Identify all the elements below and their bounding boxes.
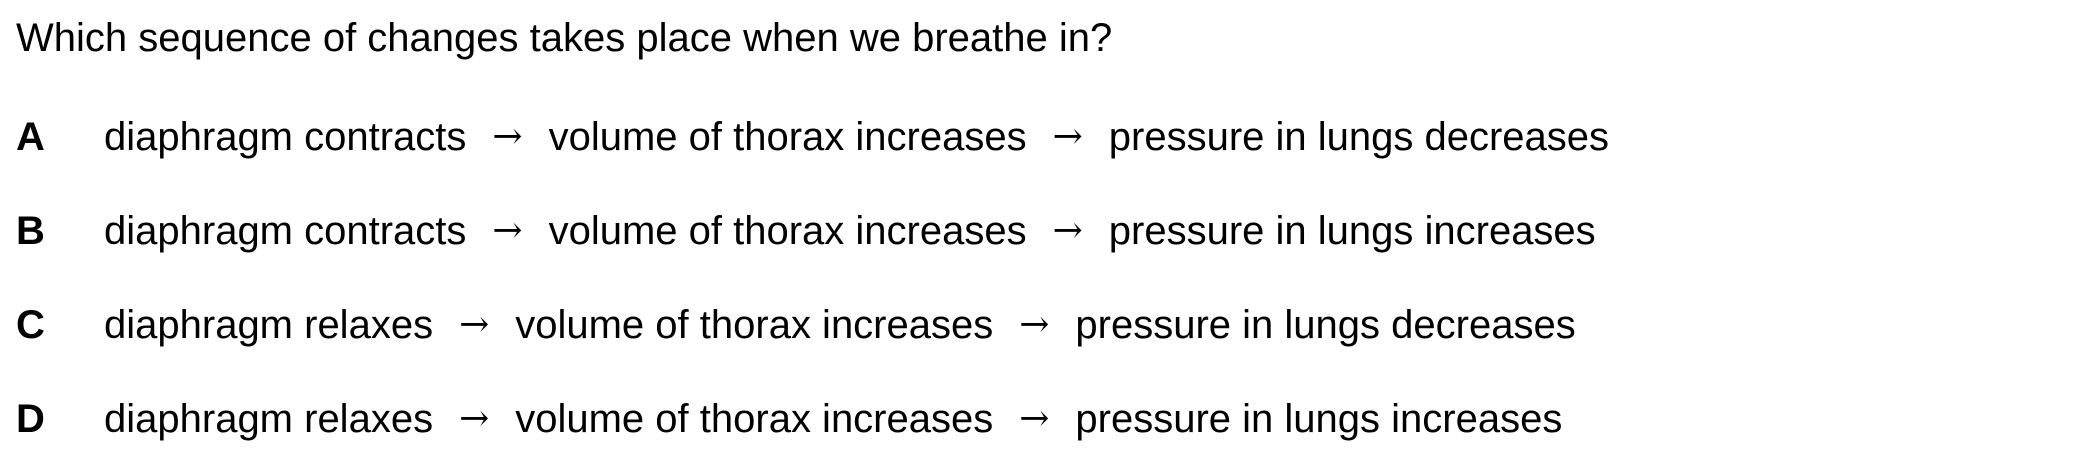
option-step-1: diaphragm contracts: [104, 209, 467, 253]
answer-options: [16, 113, 1609, 443]
right-arrow-icon: →: [1019, 398, 1050, 439]
option-step-3: pressure in lungs decreases: [1108, 115, 1610, 159]
option-step-2: volume of thorax increases: [548, 209, 1027, 253]
right-arrow-icon: →: [492, 116, 523, 157]
option-step-2: volume of thorax increases: [515, 303, 994, 347]
option-d[interactable]: [16, 395, 1609, 443]
option-letter: A: [16, 115, 45, 159]
right-arrow-icon: →: [1052, 116, 1083, 157]
option-letter: D: [16, 397, 45, 441]
right-arrow-icon: →: [1019, 304, 1050, 345]
option-step-2: volume of thorax increases: [515, 397, 994, 441]
option-step-2: volume of thorax increases: [548, 115, 1027, 159]
option-a[interactable]: [16, 113, 1609, 161]
right-arrow-icon: →: [492, 210, 523, 251]
option-step-1: diaphragm contracts: [104, 115, 467, 159]
option-c[interactable]: [16, 301, 1609, 349]
option-step-1: diaphragm relaxes: [104, 397, 434, 441]
option-step-3: pressure in lungs decreases: [1075, 303, 1576, 347]
option-letter: C: [16, 303, 45, 347]
option-step-3: pressure in lungs increases: [1108, 209, 1596, 253]
option-letter: B: [16, 209, 45, 253]
right-arrow-icon: →: [459, 398, 490, 439]
right-arrow-icon: →: [1052, 210, 1083, 251]
option-b[interactable]: [16, 207, 1609, 255]
option-step-1: diaphragm relaxes: [104, 303, 434, 347]
option-step-3: pressure in lungs increases: [1075, 397, 1563, 441]
right-arrow-icon: →: [459, 304, 490, 345]
question-text: Which sequence of changes takes place when we breathe in?: [16, 16, 1113, 60]
